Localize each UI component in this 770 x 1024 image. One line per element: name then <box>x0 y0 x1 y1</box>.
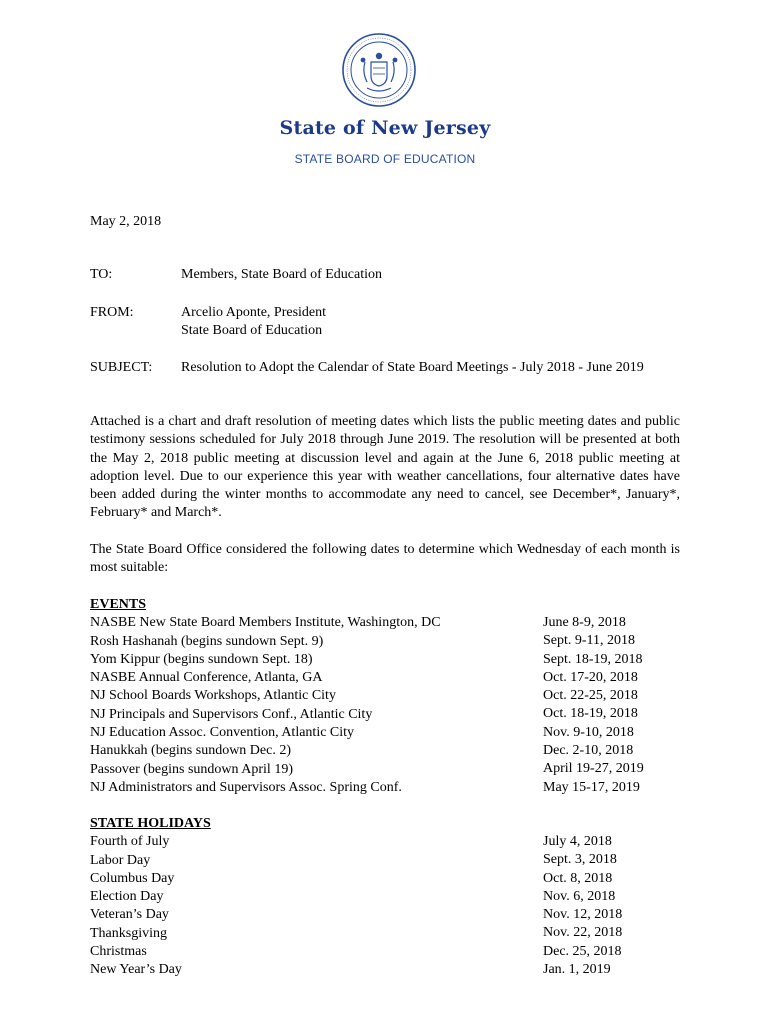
holiday-date: Sept. 3, 2018 <box>543 852 617 868</box>
holiday-name: New Year’s Day <box>90 962 182 978</box>
board-name: STATE BOARD OF EDUCATION <box>294 152 476 166</box>
event-date: Dec. 2-10, 2018 <box>543 743 634 759</box>
event-name: NJ Administrators and Supervisors Assoc. Spring Conf. <box>90 779 402 795</box>
event-name: Rosh Hashanah (begins sundown Sept. 9) <box>90 633 324 649</box>
event-name: NASBE New State Board Members Institute, Washington, DC <box>90 615 441 631</box>
event-date: Oct. 17-20, 2018 <box>543 669 638 685</box>
subject-value: Resolution to Adopt the Calendar of State Board Meetings - July 2018 - June 2019 <box>181 360 644 375</box>
holiday-name: Fourth of July <box>90 834 170 850</box>
holidays-dates <box>543 833 622 979</box>
event-name: Passover (begins sundown April 19) <box>90 761 293 777</box>
events-names <box>90 596 441 797</box>
holiday-name: Thanksgiving <box>90 925 167 941</box>
event-name: Hanukkah (begins sundown Dec. 2) <box>90 743 292 759</box>
holiday-date: Jan. 1, 2019 <box>543 962 611 978</box>
body-paragraph-2: The State Board Office considered the following dates to determine which Wednesday of each month is most suitable: <box>90 542 680 576</box>
state-seal-icon <box>341 32 417 108</box>
event-name: NJ School Boards Workshops, Atlantic City <box>90 688 336 704</box>
events-heading: EVENTS <box>90 597 147 612</box>
subject-label: SUBJECT: <box>90 360 153 375</box>
event-name: NJ Principals and Supervisors Conf., Atlantic City <box>90 706 373 722</box>
events-dates <box>543 614 644 797</box>
holiday-date: Oct. 8, 2018 <box>543 870 613 886</box>
event-date: Oct. 22-25, 2018 <box>543 688 638 704</box>
event-date: Oct. 18-19, 2018 <box>543 706 638 722</box>
holiday-name: Labor Day <box>90 852 151 868</box>
holiday-date: Dec. 25, 2018 <box>543 943 622 959</box>
holiday-name: Veteran’s Day <box>90 907 169 923</box>
event-name: NASBE Annual Conference, Atlanta, GA <box>90 670 323 686</box>
holiday-name: Election Day <box>90 889 164 905</box>
holiday-date: July 4, 2018 <box>543 834 612 849</box>
holiday-name: Columbus Day <box>90 870 175 886</box>
event-date: April 19-27, 2019 <box>543 761 644 777</box>
event-date: June 8-9, 2018 <box>543 615 626 630</box>
holiday-date: Nov. 12, 2018 <box>543 907 623 923</box>
event-date: Sept. 18-19, 2018 <box>543 651 643 667</box>
from-line2: State Board of Education <box>181 323 323 338</box>
event-name: Yom Kippur (begins sundown Sept. 18) <box>90 651 313 667</box>
event-date: Nov. 9-10, 2018 <box>543 724 634 740</box>
event-name: NJ Education Assoc. Convention, Atlantic City <box>90 725 355 741</box>
body-paragraph-1: Attached is a chart and draft resolution of meeting dates which lists the public meeting dates and public testimony sessions scheduled for July 2018 through June 2019. The resolution will be presented at both the May 2, 2018 public meeting at discussion level and again at the June 6, 2018 public meeting at adoption level. Due to our experience this year with weather cancellations, four alternative dates have been added during the winter months to accommodate any need to cancel, see December*, January*, February* and March*. <box>90 414 680 521</box>
event-date: Sept. 9-11, 2018 <box>543 633 636 649</box>
to-label: TO: <box>90 267 113 282</box>
holidays-names <box>90 815 211 980</box>
event-date: May 15-17, 2019 <box>543 779 640 795</box>
to-value: Members, State Board of Education <box>181 267 383 282</box>
holidays-heading: STATE HOLIDAYS <box>90 816 211 831</box>
state-name: State of New Jersey <box>279 117 491 139</box>
holiday-name: Christmas <box>90 944 147 960</box>
holiday-date: Nov. 6, 2018 <box>543 888 616 904</box>
from-label: FROM: <box>90 305 134 320</box>
from-line1: Arcelio Aponte, President <box>181 305 327 320</box>
memo-date: May 2, 2018 <box>90 214 162 229</box>
holiday-date: Nov. 22, 2018 <box>543 925 623 941</box>
